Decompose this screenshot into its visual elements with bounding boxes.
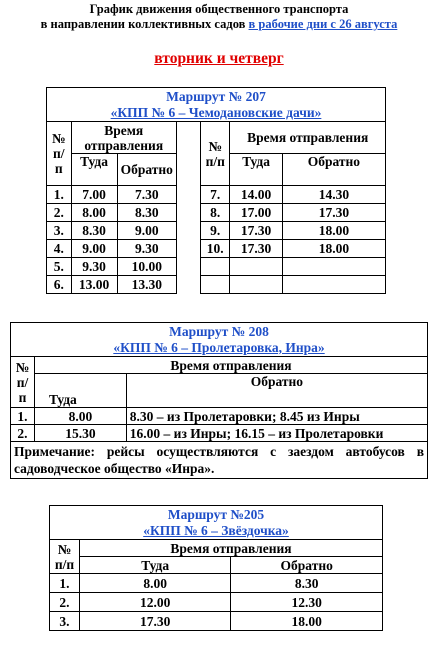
- route-205-table: [49, 505, 383, 631]
- route-207-title: Маршрут № 207: [166, 88, 266, 104]
- route-207-table: [46, 87, 386, 294]
- route-207-row-back: 9.00: [117, 222, 176, 240]
- route-207-row-num: 2.: [47, 204, 72, 222]
- route-208-col-there: Туда: [34, 374, 126, 408]
- route-205-row-there: 17.30: [79, 612, 230, 631]
- route-208-col-num: № п/ п: [11, 357, 35, 408]
- route-207-col-back-left: Обратно: [117, 154, 176, 186]
- route-207-col-num-left: № п/п: [47, 122, 72, 186]
- route-208-title: Маршрут № 208: [169, 323, 269, 339]
- route-207-row-num: 4.: [47, 240, 72, 258]
- route-205-row-back: 8.30: [231, 574, 383, 593]
- route-207-row-there: 17.00: [230, 204, 282, 222]
- route-207-row-there: 7.00: [71, 186, 117, 204]
- route-207-row-num: 7.: [201, 186, 230, 204]
- route-207-row-back: 13.30: [117, 276, 176, 294]
- route-207-row-there: 17.30: [230, 240, 282, 258]
- route-207-row-there: 8.30: [71, 222, 117, 240]
- route-207-empty-cell: [201, 258, 230, 276]
- route-205-col-back: Обратно: [231, 557, 383, 574]
- page-header: [0, 2, 438, 32]
- route-207-row-num: 6.: [47, 276, 72, 294]
- route-207-empty-cell: [230, 276, 282, 294]
- route-207-row-num: 5.: [47, 258, 72, 276]
- route-207-row-num: 9.: [201, 222, 230, 240]
- route-207-col-there-left: Туда: [71, 154, 117, 186]
- route-205-row-num: 2.: [50, 593, 80, 612]
- route-205-row-there: 12.00: [79, 593, 230, 612]
- route-207-row-back: 18.00: [282, 240, 385, 258]
- route-207-row-there: 9.00: [71, 240, 117, 258]
- route-207-row-back: 7.30: [117, 186, 176, 204]
- route-207-row-back: 8.30: [117, 204, 176, 222]
- route-208-note: Примечание: рейсы осуществляются с заездом автобусов в садоводческое общество «Инра».: [11, 442, 428, 479]
- route-207-row-there: 13.00: [71, 276, 117, 294]
- header-date-link[interactable]: в рабочие дни с 26 августа: [248, 17, 398, 31]
- route-207-row-num: 8.: [201, 204, 230, 222]
- route-207-empty-cell: [230, 258, 282, 276]
- route-208-row-back: 16.00 – из Инры; 16.15 – из Пролетаровки: [126, 425, 427, 442]
- header-line2: [0, 17, 438, 32]
- route-205-row-back: 12.30: [231, 593, 383, 612]
- route-207-row-there: 8.00: [71, 204, 117, 222]
- route-208-row-back: 8.30 – из Пролетаровки; 8.45 из Инры: [126, 408, 427, 425]
- route-208-row-num: 2.: [11, 425, 35, 442]
- route-207-title-cell: [47, 88, 386, 122]
- header-line2-prefix: в направлении коллективных садов: [40, 17, 246, 31]
- route-208-col-back: Обратно: [126, 374, 427, 408]
- route-207-row-there: 17.30: [230, 222, 282, 240]
- route-207-col-time-left: Время отправления: [71, 122, 176, 154]
- route-208-col-time: Время отправления: [34, 357, 427, 374]
- route-205-title: Маршрут №205: [167, 506, 265, 522]
- route-207-col-back-right: Обратно: [282, 154, 385, 186]
- route-205-row-there: 8.00: [79, 574, 230, 593]
- route-205-col-there: Туда: [79, 557, 230, 574]
- route-208-row-there: 15.30: [34, 425, 126, 442]
- route-208-title-cell: [11, 323, 428, 357]
- route-207-row-back: 10.00: [117, 258, 176, 276]
- route-205-row-num: 1.: [50, 574, 80, 593]
- route-207-row-back: 17.30: [282, 204, 385, 222]
- route-207-col-there-right: Туда: [230, 154, 282, 186]
- route-208-row-there: 8.00: [34, 408, 126, 425]
- route-207-col-num-right: № п/п: [201, 122, 230, 186]
- route-208-subtitle: «КПП № 6 – Пролетаровка, Инра»: [113, 339, 325, 355]
- route-207-empty-cell: [282, 258, 385, 276]
- days-label: вторник и четверг: [154, 50, 284, 67]
- route-205-row-num: 3.: [50, 612, 80, 631]
- header-line1: График движения общественного транспорта: [89, 2, 349, 16]
- route-207-row-back: 18.00: [282, 222, 385, 240]
- route-207-row-num: 10.: [201, 240, 230, 258]
- route-207-row-there: 14.00: [230, 186, 282, 204]
- route-207-row-num: 1.: [47, 186, 72, 204]
- route-207-row-there: 9.30: [71, 258, 117, 276]
- route-208-row-num: 1.: [11, 408, 35, 425]
- route-205-subtitle: «КПП № 6 – Звёздочка»: [143, 522, 289, 538]
- route-205-col-time: Время отправления: [79, 540, 382, 557]
- route-207-empty-cell: [282, 276, 385, 294]
- route-207-empty-cell: [201, 276, 230, 294]
- route-207-row-back: 14.30: [282, 186, 385, 204]
- route-207-col-time-right: Время отправления: [230, 122, 386, 154]
- route-205-row-back: 18.00: [231, 612, 383, 631]
- route-205-title-cell: [50, 506, 383, 540]
- route-205-col-num: № п/п: [50, 540, 80, 574]
- route-207-row-back: 9.30: [117, 240, 176, 258]
- route-208-table: [10, 322, 428, 479]
- route-207-gap: [176, 122, 200, 294]
- route-207-subtitle: «КПП № 6 – Чемодановские дачи»: [110, 104, 322, 120]
- route-207-row-num: 3.: [47, 222, 72, 240]
